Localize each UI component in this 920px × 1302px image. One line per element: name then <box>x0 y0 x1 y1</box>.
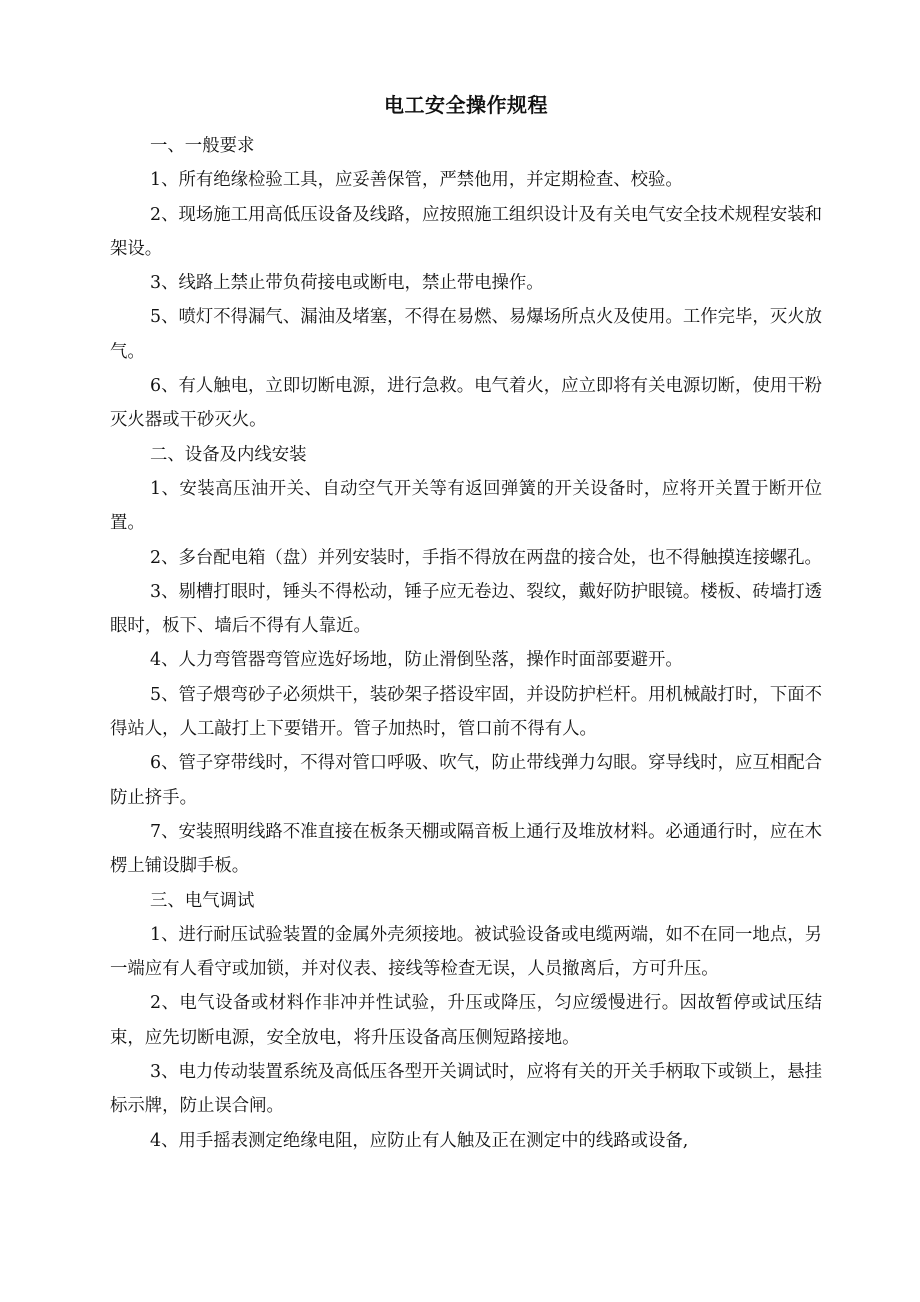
paragraph: 1、安装高压油开关、自动空气开关等有返回弹簧的开关设备时，应将开关置于断开位置。 <box>110 478 822 534</box>
paragraph: 2、电气设备或材料作非冲并性试验，升压或降压，匀应缓慢进行。因故暂停或试压结束，应先切断电源，安全放电，将升压设备高压侧短路接地。 <box>110 993 822 1048</box>
paragraph: 2、现场施工用高低压设备及线路，应按照施工组织设计及有关电气安全技术规程安装和架设。 <box>110 204 822 259</box>
section-heading-testing: 三、电气调试 <box>150 890 255 911</box>
section-heading-installation: 二、设备及内线安装 <box>150 444 307 465</box>
paragraph: 6、有人触电，立即切断电源，进行急救。电气着火，应立即将有关电源切断，使用干粉灭火器或干砂灭火。 <box>110 376 822 431</box>
paragraph: 7、安装照明线路不准直接在板条天棚或隔音板上通行及堆放材料。必通通行时，应在木楞上铺设脚手板。 <box>110 821 822 877</box>
paragraph: 5、管子煨弯砂子必须烘干，装砂架子搭设牢固，并设防护栏杆。用机械敲打时，下面不得站人，人工敲打上下要错开。管子加热时，管口前不得有人。 <box>110 684 822 740</box>
paragraph: 4、用手摇表测定绝缘电阻，应防止有人触及正在测定中的线路或设备, <box>150 1130 689 1151</box>
paragraph: 2、多台配电箱（盘）并列安装时，手指不得放在两盘的接合处，也不得触摸连接螺孔。 <box>150 547 822 568</box>
section-heading-general: 一、一般要求 <box>150 136 255 156</box>
paragraph: 5、喷灯不得漏气、漏油及堵塞，不得在易燃、易爆场所点火及使用。工作完毕，灭火放气。 <box>110 307 822 362</box>
document-title: 电工安全操作规程 <box>384 93 548 117</box>
paragraph: 6、管子穿带线时，不得对管口呼吸、吹气，防止带线弹力勾眼。穿导线时，应互相配合防止挤手。 <box>110 753 822 808</box>
paragraph: 1、进行耐压试验装置的金属外壳须接地。被试验设备或电缆两端，如不在同一地点，另一端应有人看守或加锁，并对仪表、接线等检查无误，人员撤离后，方可升压。 <box>110 924 822 980</box>
paragraph: 3、线路上禁止带负荷接电或断电，禁止带电操作。 <box>150 273 544 294</box>
paragraph: 3、电力传动装置系统及高低压各型开关调试时，应将有关的开关手柄取下或锁上，悬挂标示牌，防止误合闸。 <box>110 1062 822 1117</box>
paragraph: 4、人力弯管器弯管应选好场地，防止滑倒坠落，操作时面部要避开。 <box>150 650 683 671</box>
paragraph: 3、剔槽打眼时，锤头不得松动，锤子应无卷边、裂纹，戴好防护眼镜。楼板、砖墙打透眼时，板下、墙后不得有人靠近。 <box>110 581 822 637</box>
paragraph: 1、所有绝缘检验工具，应妥善保管，严禁他用，并定期检查、校验。 <box>150 170 683 191</box>
